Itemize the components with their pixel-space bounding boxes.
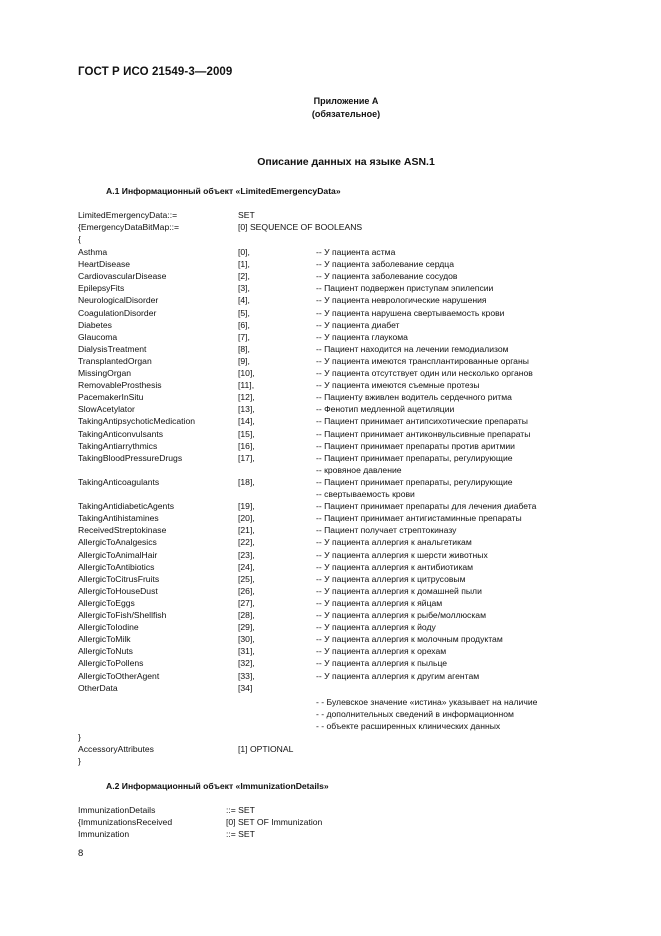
field-comment: -- Пациент принимает препараты, регулирующие	[316, 476, 513, 487]
accessory-name: AccessoryAttributes	[78, 744, 154, 754]
table-row	[0, 549, 661, 561]
field-comment: -- У пациента аллергия к шерсти животных	[316, 549, 488, 560]
field-comment: -- свертываемость крови	[316, 489, 415, 499]
field-name: AllergicToNuts	[78, 646, 133, 657]
accessory-value: [1] OPTIONAL	[238, 744, 294, 754]
field-tag: [24],	[238, 561, 255, 572]
field-name: AllergicToIodine	[78, 622, 139, 633]
field-comment: -- Пациент принимает препараты против аритмии	[316, 440, 515, 451]
field-name: TakingAntiarrythmics	[78, 440, 158, 451]
field-comment: -- У пациента аллергия к антибиотикам	[316, 561, 474, 572]
immunization-name: Immunization	[78, 829, 130, 839]
field-tag: [13],	[238, 404, 255, 415]
def-value: SET	[238, 210, 255, 220]
immunization-value: ::= SET	[226, 829, 255, 839]
field-comment: -- Пациент принимает препараты, регулирующие	[316, 452, 513, 463]
field-tag: [15],	[238, 428, 255, 439]
field-comment: -- Пациент принимает антипсихотические препараты	[316, 416, 528, 427]
field-name: Asthma	[78, 247, 108, 257]
field-tag: [25],	[238, 573, 255, 584]
field-tag: [23],	[238, 549, 255, 560]
field-comment: -- У пациента аллергия к пыльце	[316, 658, 448, 669]
field-comment: -- Пациент находится на лечении гемодиализом	[316, 343, 509, 354]
table-row	[0, 379, 661, 391]
table-row	[0, 270, 661, 282]
field-name: Diabetes	[78, 319, 112, 330]
field-tag: [21],	[238, 525, 255, 536]
table-row	[0, 536, 661, 548]
field-comment: -- кровяное давление	[316, 464, 402, 475]
field-name: AllergicToAnimalHair	[78, 549, 158, 560]
field-tag: [29],	[238, 622, 255, 633]
field-name: AllergicToOtherAgent	[78, 670, 160, 681]
field-name: CardiovascularDisease	[78, 271, 167, 282]
table-row	[0, 512, 661, 524]
field-name: TakingAntidiabeticAgents	[78, 501, 175, 512]
field-name: Glaucoma	[78, 331, 118, 342]
field-tag: [31],	[238, 646, 255, 657]
table-row	[0, 391, 661, 403]
table-row	[0, 282, 661, 294]
field-comment: -- У пациента имеются съемные протезы	[316, 380, 480, 391]
field-tag: [20],	[238, 513, 255, 524]
table-row	[0, 500, 661, 512]
field-tag: [34]	[238, 682, 253, 693]
table-row	[0, 343, 661, 355]
table-row	[0, 246, 661, 258]
page-number: 8	[78, 848, 84, 859]
field-comment: -- У пациента аллергия к орехам	[316, 646, 447, 657]
field-tag: [0],	[238, 247, 250, 257]
field-tag: [14],	[238, 416, 255, 427]
table-row	[0, 452, 661, 464]
table-row	[0, 633, 661, 645]
table-row	[0, 294, 661, 306]
field-name: RemovableProsthesis	[78, 380, 162, 391]
document-header: ГОСТ Р ИСО 21549-3—2009	[78, 66, 233, 78]
open-brace: {	[78, 234, 81, 244]
field-comment: -- Пациент принимает антиконвульсивные препараты	[316, 428, 531, 439]
field-comment: -- У пациента аллергия к йоду	[316, 622, 436, 633]
field-tag: [18],	[238, 476, 255, 487]
table-row	[0, 573, 661, 585]
note-line-2: - - дополнительных сведений в информационном	[316, 709, 514, 719]
field-comment: -- У пациента нарушена свертываемость крови	[316, 307, 505, 318]
table-row	[0, 355, 661, 367]
field-comment: -- У пациента астма	[316, 247, 396, 257]
field-name: SlowAcetylator	[78, 404, 135, 415]
field-comment: -- У пациента заболевание сердца	[316, 259, 455, 270]
bitmap-name: {EmergencyDataBitMap::=	[78, 222, 180, 232]
field-name: TakingAnticonvulsants	[78, 428, 164, 439]
field-tag: [19],	[238, 501, 255, 512]
field-comment: -- Пациент подвержен приступам эпилепсии	[316, 283, 494, 294]
field-comment: -- У пациента неврологические нарушения	[316, 295, 487, 306]
table-row	[0, 258, 661, 270]
field-name: TakingBloodPressureDrugs	[78, 452, 183, 463]
table-row	[0, 476, 661, 488]
field-tag: [6],	[238, 319, 250, 330]
field-comment: -- У пациента аллергия к яйцам	[316, 597, 443, 608]
annex-label: Приложение А	[313, 96, 379, 106]
field-tag: [10],	[238, 368, 255, 378]
close-brace: }	[78, 732, 81, 742]
field-comment: -- У пациента аллергия к рыбе/моллюскам	[316, 610, 486, 620]
table-row	[0, 645, 661, 657]
table-row	[0, 331, 661, 343]
field-tag: [33],	[238, 670, 255, 681]
field-name: CoagulationDisorder	[78, 307, 157, 318]
table-row	[0, 367, 661, 379]
table-row	[0, 657, 661, 669]
table-row	[0, 585, 661, 597]
table-row	[0, 597, 661, 609]
note-line-3: - - объекте расширенных клинических данных	[316, 721, 501, 731]
field-comment: -- Пациент принимает антигистаминные препараты	[316, 513, 522, 524]
field-tag: [9],	[238, 355, 250, 366]
field-name: NeurologicalDisorder	[78, 295, 159, 306]
field-comment: -- Пациент получает стрептокиназу	[316, 525, 457, 536]
field-name: PacemakerInSitu	[78, 392, 144, 403]
field-comment: -- У пациента аллергия к молочным продуктам	[316, 634, 503, 645]
table-row	[0, 621, 661, 633]
field-comment: -- У пациента аллергия к домашней пыли	[316, 585, 482, 596]
field-comment: -- Пациенту вживлен водитель сердечного ритма	[316, 392, 512, 403]
section-a1-heading: А.1 Информационный объект «LimitedEmergencyData»	[106, 186, 341, 196]
table-row	[0, 403, 661, 415]
field-name: AllergicToPollens	[78, 658, 144, 669]
field-name: DialysisTreatment	[78, 343, 147, 354]
table-row	[0, 609, 661, 621]
page-title: Описание данных на языке ASN.1	[257, 156, 435, 168]
field-tag: [1],	[238, 259, 250, 270]
field-name: TransplantedOrgan	[78, 355, 152, 366]
table-row	[0, 428, 661, 440]
field-name: ReceivedStreptokinase	[78, 525, 167, 536]
field-tag: [27],	[238, 597, 255, 608]
field-comment: -- У пациента аллергия к анальгетикам	[316, 537, 472, 548]
table-row	[0, 440, 661, 452]
field-name: TakingAnticoagulants	[78, 476, 160, 487]
table-row	[0, 415, 661, 427]
immunizations-received-name: {ImmunizationsReceived	[78, 817, 173, 827]
field-comment: -- У пациента диабет	[316, 319, 400, 330]
field-comment: -- У пациента аллергия к другим агентам	[316, 670, 480, 681]
field-comment: -- У пациента отсутствует один или несколько органов	[316, 368, 533, 378]
table-row	[0, 682, 661, 694]
field-tag: [26],	[238, 585, 255, 596]
field-tag: [3],	[238, 283, 250, 294]
table-row	[0, 670, 661, 682]
bitmap-value: [0] SEQUENCE OF BOOLEANS	[238, 222, 363, 232]
field-tag: [32],	[238, 658, 255, 669]
field-tag: [4],	[238, 295, 250, 306]
field-tag: [7],	[238, 331, 250, 342]
note-line-1: - - Булевское значение «истина» указывает на наличие	[316, 697, 538, 707]
table-row	[0, 524, 661, 536]
field-tag: [22],	[238, 537, 255, 548]
field-tag: [17],	[238, 452, 255, 463]
field-name: AllergicToFish/Shellfish	[78, 610, 167, 620]
field-comment: -- У пациента имеются трансплантированные органы	[316, 355, 529, 366]
field-comment: -- Фенотип медленной ацетиляции	[316, 404, 455, 415]
field-comment: -- У пациента заболевание сосудов	[316, 271, 458, 282]
annex-status: (обязательное)	[311, 109, 381, 119]
section-a2-heading: А.2 Информационный объект «ImmunizationDetails»	[106, 781, 329, 791]
field-tag: [30],	[238, 634, 255, 645]
field-name: AllergicToCitrusFruits	[78, 573, 160, 584]
field-name: AllergicToEggs	[78, 597, 135, 608]
field-tag: [16],	[238, 440, 255, 451]
field-name: AllergicToMilk	[78, 634, 131, 645]
field-name: AllergicToAnalgesics	[78, 537, 157, 548]
table-row	[0, 561, 661, 573]
field-name: AllergicToHouseDust	[78, 585, 158, 596]
table-row	[0, 464, 661, 476]
field-tag: [5],	[238, 307, 250, 318]
field-comment: -- Пациент принимает препараты для лечения диабета	[316, 501, 537, 512]
final-brace: }	[78, 756, 81, 766]
table-row	[0, 319, 661, 331]
field-tag: [2],	[238, 271, 250, 282]
field-name: AllergicToAntibiotics	[78, 561, 155, 572]
field-tag: [12],	[238, 392, 255, 403]
immunizations-received-value: [0] SET OF Immunization	[226, 817, 323, 827]
table-row	[0, 488, 661, 500]
field-name: EpilepsyFits	[78, 283, 125, 294]
field-comment: -- У пациента аллергия к цитрусовым	[316, 573, 466, 584]
field-tag: [28],	[238, 610, 255, 620]
field-name: TakingAntihistamines	[78, 513, 159, 524]
table-row	[0, 307, 661, 319]
field-tag: [11],	[238, 380, 255, 391]
field-name: HeartDisease	[78, 259, 131, 270]
field-name: TakingAntipsychoticMedication	[78, 416, 196, 427]
field-name: OtherData	[78, 682, 118, 693]
field-tag: [8],	[238, 343, 250, 354]
field-comment: -- У пациента глаукома	[316, 331, 408, 342]
field-name: MissingOrgan	[78, 368, 132, 378]
def-name: LimitedEmergencyData::=	[78, 210, 178, 220]
immunization-details-value: ::= SET	[226, 805, 255, 815]
immunization-details-name: ImmunizationDetails	[78, 805, 156, 815]
